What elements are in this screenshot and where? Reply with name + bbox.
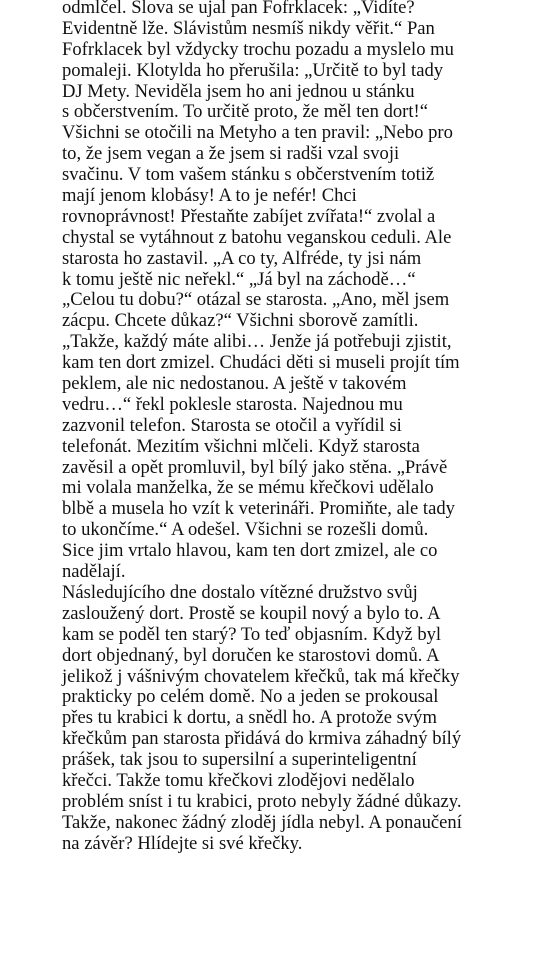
text-line: telefonát. Mezitím všichni mlčeli. Když starosta bbox=[62, 435, 420, 457]
text-line: jelikož j vášnivým chovatelem křečků, tak má křečky bbox=[62, 665, 460, 687]
text-line: křečci. Takže tomu křečkovi zlodějovi nedělalo bbox=[62, 769, 415, 791]
text-line: dort objednaný, byl doručen ke starostovi domů. A bbox=[62, 644, 440, 666]
text-line: chystal se vytáhnout z batohu veganskou ceduli. Ale bbox=[62, 226, 452, 248]
text-line: svačinu. V tom vašem stánku s občerstvením totiž bbox=[62, 164, 435, 186]
text-line: blbě a musela ho vzít k veterináři. Promiňte, ale tady bbox=[62, 498, 455, 520]
text-line: přes tu krabici k dortu, a snědl ho. A protože svým bbox=[62, 707, 437, 729]
text-line: odmlčel. Slova se ujal pan Fofrklacek: „Vidíte? bbox=[62, 0, 415, 18]
document-text bbox=[62, 0, 532, 855]
text-line: rovnoprávnost! Přestaňte zabíjet zvířata!“ zvolal a bbox=[62, 205, 436, 227]
text-line: „Takže, každý máte alibi… Jenže já potřebuji zjistit, bbox=[62, 331, 452, 353]
text-line: peklem, ale nic nedostanou. A ještě v takovém bbox=[62, 373, 407, 395]
text-line: to, že jsem vegan a že jsem si radši vzal svoji bbox=[62, 143, 400, 165]
text-line: pomaleji. Klotylda ho přerušila: „Určitě to byl tady bbox=[62, 59, 444, 81]
text-line: s občerstvením. To určitě proto, že měl ten dort!“ bbox=[62, 101, 428, 123]
text-line: Následujícího dne dostalo vítězné družstvo svůj bbox=[62, 581, 418, 603]
text-line: zazvonil telefon. Starosta se otočil a vyřídil si bbox=[62, 414, 402, 436]
text-line: starosta ho zastavil. „A co ty, Alfréde, ty jsi nám bbox=[62, 247, 422, 269]
text-line: „Celou tu dobu?“ otázal se starosta. „Ano, měl jsem bbox=[62, 289, 450, 311]
text-line: Sice jim vrtalo hlavou, kam ten dort zmizel, ale co bbox=[62, 540, 438, 562]
text-line: křečkům pan starosta přidává do krmiva záhadný bílý bbox=[62, 728, 462, 750]
text-line: nadělají. bbox=[62, 561, 126, 583]
text-line: mi volala manželka, že se mému křečkovi udělalo bbox=[62, 477, 434, 499]
text-line: zácpu. Chcete důkaz?“ Všichni sborově zamítli. bbox=[62, 310, 419, 332]
text-line: vedru…“ řekl poklesle starosta. Najednou mu bbox=[62, 393, 403, 415]
text-line: Evidentně lže. Slávistům nesmíš nikdy věřit.“ Pan bbox=[62, 17, 435, 39]
text-line: mají jenom klobásy! A to je nefér! Chci bbox=[62, 185, 357, 207]
text-line: prakticky po celém domě. No a jeden se prokousal bbox=[62, 686, 439, 708]
text-line: zasloužený dort. Prostě se koupil nový a bylo to. A bbox=[62, 602, 441, 624]
text-line: problém sníst i tu krabici, proto nebyly žádné důkazy. bbox=[62, 790, 462, 812]
text-line: na závěr? Hlídejte si své křečky. bbox=[62, 832, 303, 854]
text-line: kam se poděl ten starý? To teď objasním. Když byl bbox=[62, 623, 442, 645]
text-line: to ukončíme.“ A odešel. Všichni se rozešli domů. bbox=[62, 519, 429, 541]
text-line: DJ Mety. Neviděla jsem ho ani jednou u stánku bbox=[62, 80, 415, 102]
text-line: Všichni se otočili na Metyho a ten pravil: „Nebo pro bbox=[62, 122, 453, 144]
text-line: Takže, nakonec žádný zloděj jídla nebyl. A ponaučení bbox=[62, 811, 462, 833]
text-line: prášek, tak jsou to supersilní a superinteligentní bbox=[62, 749, 417, 771]
text-line: Fofrklacek byl vždycky trochu pozadu a myslelo mu bbox=[62, 38, 454, 60]
text-line: k tomu ještě nic neřekl.“ „Já byl na záchodě…“ bbox=[62, 268, 416, 290]
text-line: kam ten dort zmizel. Chudáci děti si museli projít tím bbox=[62, 352, 460, 374]
text-line: zavěsil a opět promluvil, byl bílý jako stěna. „Právě bbox=[62, 456, 448, 478]
